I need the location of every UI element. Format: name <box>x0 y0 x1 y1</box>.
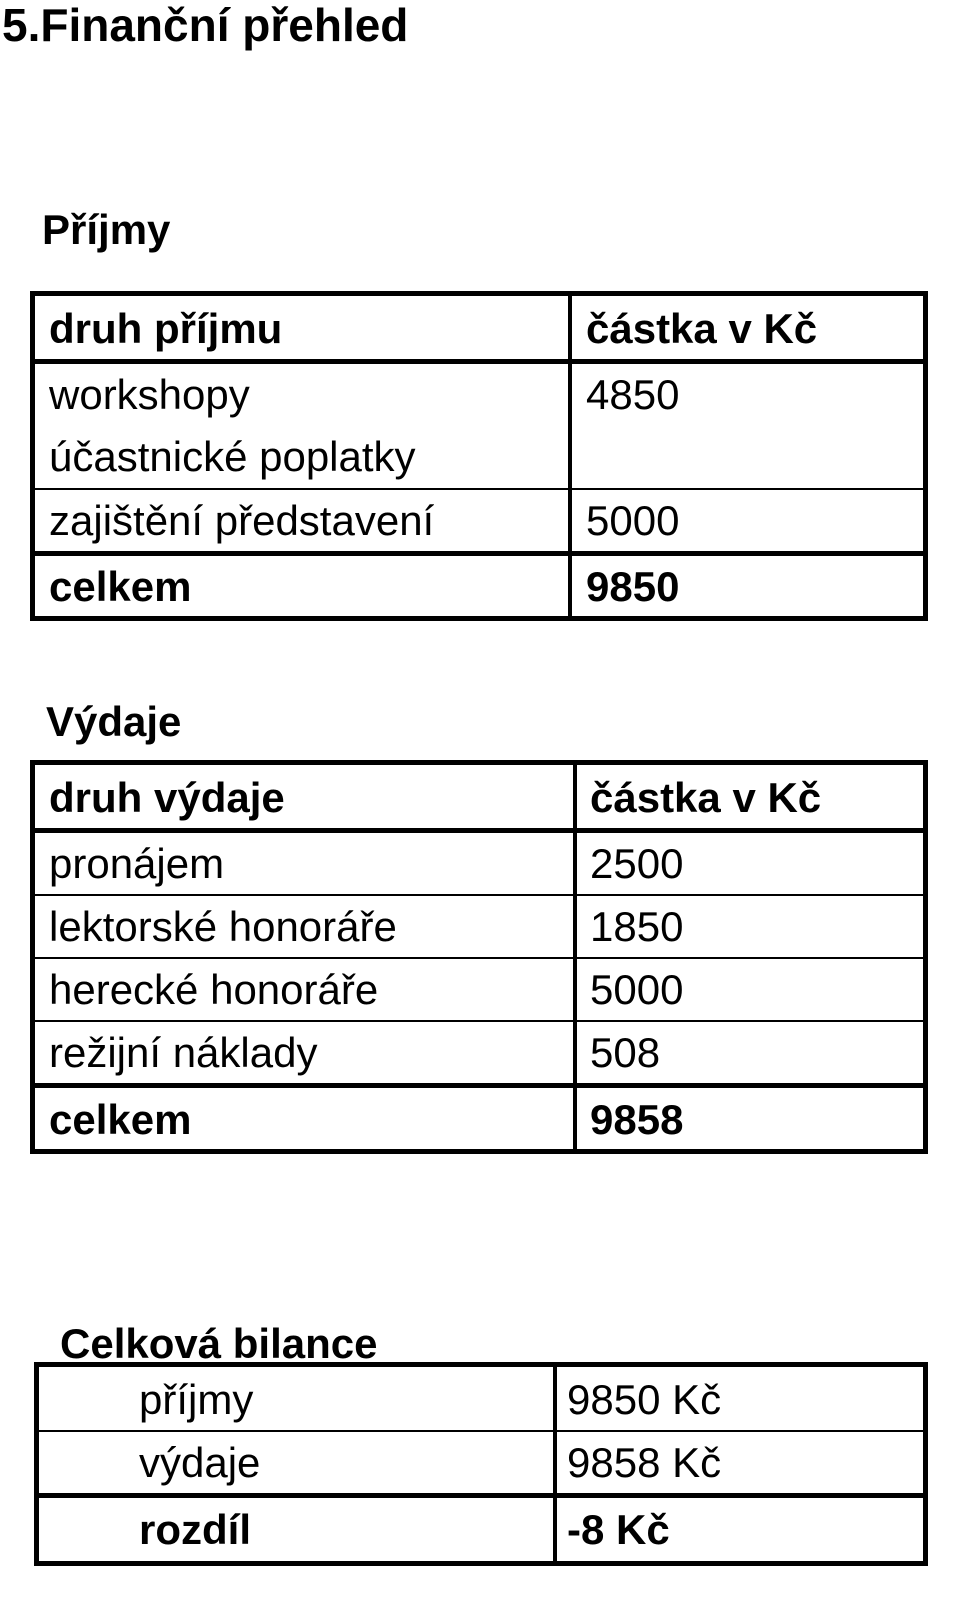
table-total-row <box>39 1498 923 1561</box>
income-amount <box>586 426 916 488</box>
expense-type: lektorské honoráře <box>49 903 397 950</box>
expense-type: pronájem <box>49 840 225 887</box>
table-row <box>35 364 923 426</box>
expenses-total-value: 9858 <box>590 1096 684 1143</box>
balance-table <box>34 1362 928 1566</box>
table-row <box>35 959 923 1020</box>
income-type: účastnické poplatky <box>49 433 416 480</box>
expense-amount: 508 <box>590 1029 661 1076</box>
column-header-type: druh příjmu <box>49 305 283 352</box>
table-row <box>35 490 923 551</box>
expenses-heading: Výdaje <box>46 698 182 745</box>
table-row <box>39 1432 923 1493</box>
income-total-label: celkem <box>49 563 192 610</box>
expense-amount: 2500 <box>590 840 684 887</box>
expense-type: herecké honoráře <box>49 966 379 1013</box>
table-row <box>35 426 923 488</box>
balance-label: příjmy <box>139 1376 254 1423</box>
balance-value: 9858 Kč <box>567 1439 722 1486</box>
table-row <box>35 896 923 957</box>
expenses-table <box>30 760 928 1154</box>
column-header-amount: částka v Kč <box>586 305 818 352</box>
expense-type: režijní náklady <box>49 1029 318 1076</box>
page-title: 5.Finanční přehled <box>2 0 409 51</box>
income-total-value: 9850 <box>586 563 680 610</box>
expense-amount: 1850 <box>590 903 684 950</box>
expense-amount: 5000 <box>590 966 684 1013</box>
balance-value: 9850 Kč <box>567 1376 722 1423</box>
balance-difference-label: rozdíl <box>139 1506 251 1553</box>
column-header-type: druh výdaje <box>49 774 285 821</box>
balance-label: výdaje <box>139 1439 261 1486</box>
table-total-row <box>35 556 923 616</box>
table-row <box>39 1367 923 1430</box>
column-header-amount: částka v Kč <box>590 774 822 821</box>
expenses-total-label: celkem <box>49 1096 192 1143</box>
income-heading: Příjmy <box>42 206 171 253</box>
table-header-row <box>35 296 923 359</box>
income-amount: 4850 <box>586 371 680 418</box>
table-header-row <box>35 765 923 828</box>
income-amount: 5000 <box>586 497 680 544</box>
balance-heading: Celková bilance <box>60 1320 378 1367</box>
table-total-row <box>35 1088 923 1149</box>
table-row <box>35 833 923 894</box>
income-type: workshopy <box>49 371 250 418</box>
table-row <box>35 1022 923 1083</box>
income-table <box>30 291 928 621</box>
income-type: zajištění představení <box>49 497 435 544</box>
balance-difference-value: -8 Kč <box>567 1506 670 1553</box>
